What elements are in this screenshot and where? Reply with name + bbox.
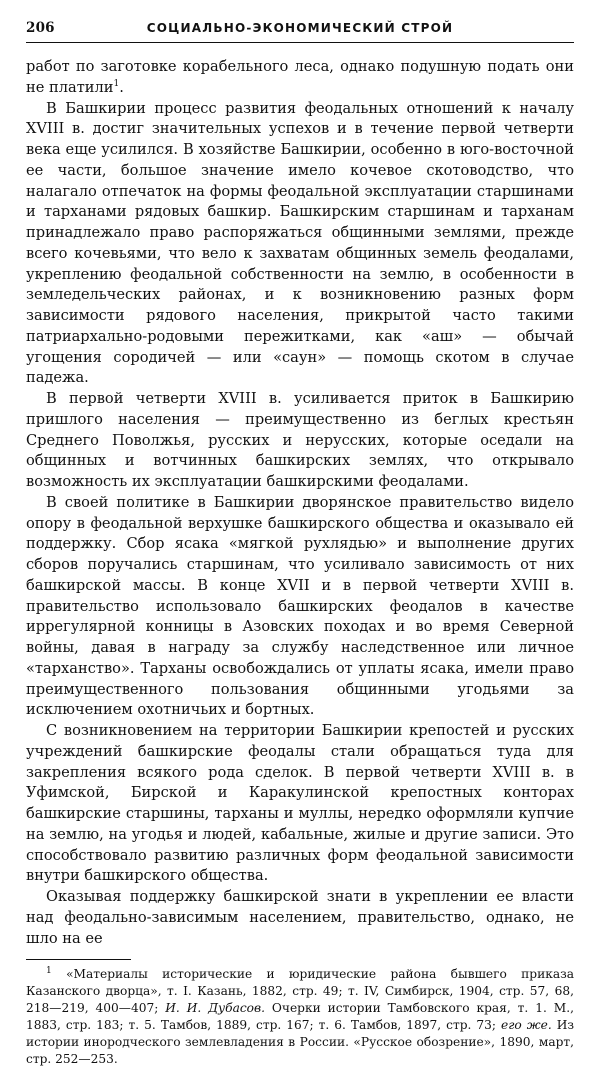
paragraph-2: В Башкирии процесс развития феодальных отношений к началу XVIII в. достиг значительных успехов и в течение первой четверти века еще усилился. В хозяйстве Башкирии, особенно в юго-восточной ее части, большое значение имело кочевое скотоводство, что налагало отпечаток на формы феодальной эксплуатации старшинами и тарханами рядовых башкир. Башкирским старшинам и тарханам принадлежало право распоряжаться общинными землями, прежде всего кочевьями, что вело к захватам общинных земель феодалами, укреплению феодальной собственности на землю, в особенности в земледельческих районах, и к возникновению разных форм зависимости рядового населения, прикрытой часто такими патриархально-родовыми пережитками, как «аш» — обычай угощения сородичей — или «саун» — помощь скотом в случае падежа.	[26, 99, 574, 387]
footnote-rule	[26, 959, 131, 960]
paragraph-5: С возникновением на территории Башкирии крепостей и русских учреждений башкирские феодалы стали обращаться туда для закрепления всякого рода сделок. В первой четверти XVIII в. в Уфимской, Бирской и Каракулинской крепостных конторах башкирские старшины, тарханы и муллы, нередко оформляли купчие на землю, на угодья и людей, кабальные, жилые и другие записи. Это способствовало развитию различных форм феодальной зависимости внутри башкирского общества.	[26, 722, 574, 885]
main-text	[26, 57, 574, 949]
footnote-ref[interactable]: 1	[113, 78, 120, 89]
footnote-sources-3: Из истории инородческого землевладения в России. «Русское обозрение», 1890, март, стр. 252—253.	[26, 1018, 574, 1067]
footnote-sources-2: Очерки истории Тамбовского края, т. 1. М., 1883, стр. 183; т. 5. Тамбов, 1889, стр. 167; т. 6. Тамбов, 1897, стр. 73;	[26, 1001, 575, 1033]
header-rule	[26, 42, 574, 43]
footnote-sources: «Материалы исторические и юридические района бывшего приказа Казанского дворца», т. I. Казань, 1882, стр. 49; т. IV, Симбирск, 1904, стр. 57, 68, 218—219, 400—407;	[26, 967, 575, 1016]
running-head	[26, 20, 574, 38]
footnote-author: И. И. Дубасов.	[165, 1001, 265, 1016]
paragraph-4: В своей политике в Башкирии дворянское правительство видело опору в феодальной верхушке башкирского общества и оказывало ей поддержку. Сбор ясака «мягкой рухлядью» и выполнение других сборов поручались старшинам, что усиливало зависимость от них башкирской массы. В конце XVII и в первой четверти XVIII в. правительство использовало башкирских феодалов в качестве иррегулярной конницы в Азовских походах и во время Северной войны, давая в награду за службу наследственное или личное «тарханство». Тарханы освобождались от уплаты ясака, имели право преимущественного пользования общинными угодьями за исключением охотничьих и бортных.	[26, 493, 574, 719]
running-head-title: СОЦИАЛЬНО-ЭКОНОМИЧЕСКИЙ СТРОЙ	[146, 21, 454, 35]
paragraph-6: Оказывая поддержку башкирской знати в укреплении ее власти над феодально-зависимым населением, правительство, однако, не шло на ее	[26, 888, 574, 947]
page-number: 206	[26, 20, 55, 36]
paragraph-1: работ по заготовке корабельного леса, однако подушную подать они не платили$^1$.	[26, 58, 574, 96]
paragraph-3: В первой четверти XVIII в. усиливается приток в Башкирию пришлого населения — преимущественно из беглых крестьян Среднего Поволжья, русских и нерусских, которые оседали на общинных и вотчинных башкирских землях, что открывало возможность их эксплуатации башкирскими феодалами.	[26, 390, 574, 490]
footnote	[26, 966, 574, 1068]
footnote-marker: 1	[46, 966, 52, 977]
book-page	[26, 20, 574, 1068]
paragraph-1-text: работ по заготовке корабельного леса, однако подушную подать они не платили	[26, 58, 574, 96]
footnote-ibid: его же.	[501, 1018, 552, 1033]
